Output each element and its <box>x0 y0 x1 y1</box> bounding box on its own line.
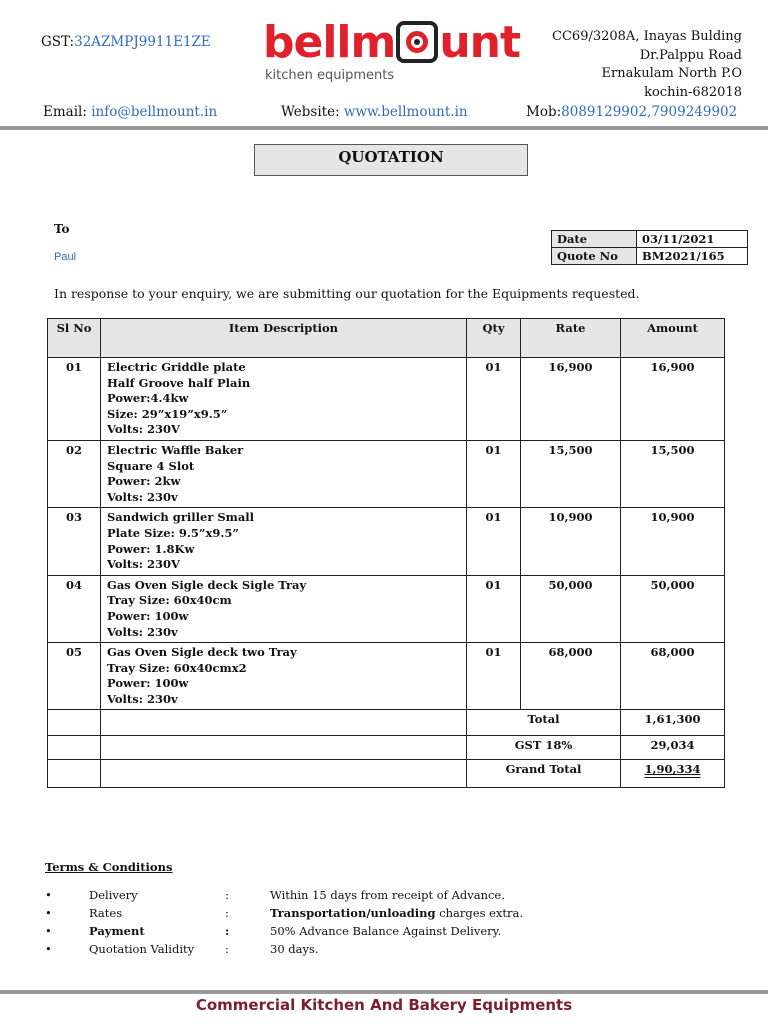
row-sl: 05 <box>48 643 101 710</box>
company-address <box>552 28 742 102</box>
description-line: Electric Waffle Baker <box>107 442 244 457</box>
grand-total-value: 1,90,334 <box>644 762 701 777</box>
gst-value: 29,034 <box>621 736 725 760</box>
header-qty: Qty <box>467 319 521 358</box>
term-value: Within 15 days from receipt of Advance. <box>270 888 505 902</box>
header-divider <box>0 126 768 130</box>
row-rate: 15,500 <box>521 440 621 507</box>
term-label: Delivery <box>89 888 138 902</box>
gst-line <box>41 34 211 50</box>
document-title: QUOTATION <box>254 144 528 176</box>
description-line: Volts: 230v <box>107 624 178 639</box>
empty-cell <box>101 736 467 760</box>
table-row <box>48 358 725 441</box>
quote-no-label: Quote No <box>552 248 637 265</box>
term-label: Rates <box>89 906 123 920</box>
row-description <box>101 358 467 441</box>
description-line: Sandwich griller Small <box>107 510 255 525</box>
term-colon: : <box>225 924 230 938</box>
total-row <box>48 710 725 736</box>
term-value: 30 days. <box>270 942 319 956</box>
row-rate: 50,000 <box>521 575 621 642</box>
empty-cell <box>101 760 467 788</box>
description-line: Power: 2kw <box>107 474 181 489</box>
bullet-icon: • <box>45 942 52 956</box>
logo-subtitle: kitchen equipments <box>265 68 395 83</box>
row-qty: 01 <box>467 358 521 441</box>
footer-tagline: Commercial Kitchen And Bakery Equipments <box>195 996 573 1014</box>
row-rate: 16,900 <box>521 358 621 441</box>
description-line: Electric Griddle plate <box>107 360 246 374</box>
empty-cell <box>48 760 101 788</box>
terms-item-validity <box>45 942 745 959</box>
description-line: Volts: 230v <box>107 489 178 504</box>
mobile-label: Mob: <box>526 104 562 120</box>
term-colon: : <box>225 888 229 902</box>
row-amount: 50,000 <box>621 575 725 642</box>
description-line: Tray Size: 60x40cm <box>107 593 232 608</box>
email-line <box>43 104 217 120</box>
terms-item-payment <box>45 924 745 941</box>
row-qty: 01 <box>467 575 521 642</box>
address-line: CC69/3208A, Inayas Bulding <box>552 29 742 44</box>
row-amount: 68,000 <box>621 643 725 710</box>
table-row <box>48 643 725 710</box>
description-line: Plate Size: 9.5”x9.5” <box>107 525 239 540</box>
company-logo <box>263 18 535 88</box>
bullet-icon: • <box>45 888 52 902</box>
recipient-name: Paul <box>54 251 77 263</box>
date-value: 03/11/2021 <box>637 231 748 248</box>
gst-row <box>48 736 725 760</box>
description-line: Square 4 Slot <box>107 458 195 473</box>
row-qty: 01 <box>467 508 521 575</box>
row-description <box>101 643 467 710</box>
footer-divider <box>0 990 768 994</box>
header-sl-no: Sl No <box>48 319 101 358</box>
row-sl: 04 <box>48 575 101 642</box>
description-line: Half Groove half Plain <box>107 375 251 390</box>
row-description <box>101 440 467 507</box>
row-qty: 01 <box>467 643 521 710</box>
description-line: Volts: 230V <box>107 422 180 437</box>
table-row <box>48 575 725 642</box>
gst-label: GST 18% <box>467 736 621 760</box>
term-colon: : <box>225 942 229 956</box>
items-table <box>47 318 725 788</box>
header-amount: Amount <box>621 319 725 358</box>
website-line <box>281 104 468 120</box>
total-label: Total <box>467 710 621 736</box>
grand-total-label: Grand Total <box>467 760 621 788</box>
total-value: 1,61,300 <box>621 710 725 736</box>
terms-title: Terms & Conditions <box>45 860 173 874</box>
row-amount: 16,900 <box>621 358 725 441</box>
row-amount: 10,900 <box>621 508 725 575</box>
mobile-line <box>526 104 737 120</box>
term-colon: : <box>225 906 229 920</box>
empty-cell <box>48 736 101 760</box>
table-row <box>48 508 725 575</box>
header-rate: Rate <box>521 319 621 358</box>
intro-text: In response to your enquiry, we are submitting our quotation for the Equipments requested. <box>54 286 640 301</box>
term-label: Quotation Validity <box>89 942 195 956</box>
row-description <box>101 508 467 575</box>
terms-item-rates <box>45 906 745 923</box>
description-line: Gas Oven Sigle deck two Tray <box>107 645 297 660</box>
grand-total-cell <box>621 760 725 788</box>
quote-meta-table <box>551 230 748 265</box>
row-sl: 03 <box>48 508 101 575</box>
table-row <box>48 440 725 507</box>
to-label: To <box>54 222 70 236</box>
gst-label: GST: <box>41 34 75 50</box>
description-line: Size: 29”x19”x9.5” <box>107 406 228 421</box>
empty-cell <box>48 710 101 736</box>
address-line: Dr.Palppu Road <box>639 47 742 63</box>
row-amount: 15,500 <box>621 440 725 507</box>
term-value-bold: Transportation/unloading <box>270 906 436 920</box>
description-line: Power: 1.8Kw <box>107 541 195 556</box>
grand-total-row <box>48 760 725 788</box>
description-line: Volts: 230v <box>107 691 178 706</box>
email-link[interactable]: info@bellmount.in <box>91 104 218 120</box>
row-sl: 01 <box>48 358 101 441</box>
bullet-icon: • <box>45 906 52 920</box>
description-line: Gas Oven Sigle deck Sigle Tray <box>107 577 307 592</box>
description-line: Volts: 230V <box>107 557 180 572</box>
gst-number: 32AZMPJ9911E1ZE <box>74 34 211 50</box>
address-line: kochin-682018 <box>644 84 742 100</box>
empty-cell <box>101 710 467 736</box>
row-rate: 10,900 <box>521 508 621 575</box>
description-line: Tray Size: 60x40cmx2 <box>107 660 247 675</box>
term-value-rest: charges extra. <box>435 906 524 920</box>
address-line: Ernakulam North P.O <box>601 66 742 81</box>
mobile-number[interactable]: 8089129902,7909249902 <box>561 104 738 120</box>
description-line: Power:4.4kw <box>107 391 189 406</box>
description-line: Power: 100w <box>107 676 189 691</box>
date-label: Date <box>552 231 637 248</box>
header-description: Item Description <box>101 319 467 358</box>
term-value <box>270 906 523 920</box>
bullet-icon: • <box>45 924 52 938</box>
row-sl: 02 <box>48 440 101 507</box>
email-label: Email: <box>43 104 87 120</box>
terms-item-delivery <box>45 888 745 905</box>
website-label: Website: <box>281 104 340 120</box>
term-value: 50% Advance Balance Against Delivery. <box>270 924 502 938</box>
term-label: Payment <box>89 924 145 938</box>
row-rate: 68,000 <box>521 643 621 710</box>
quote-no-value: BM2021/165 <box>637 248 748 265</box>
website-link[interactable]: www.bellmount.in <box>343 104 468 120</box>
row-qty: 01 <box>467 440 521 507</box>
description-line: Power: 100w <box>107 608 189 623</box>
logo-wordmark: bellm unt <box>263 17 521 68</box>
row-description <box>101 575 467 642</box>
